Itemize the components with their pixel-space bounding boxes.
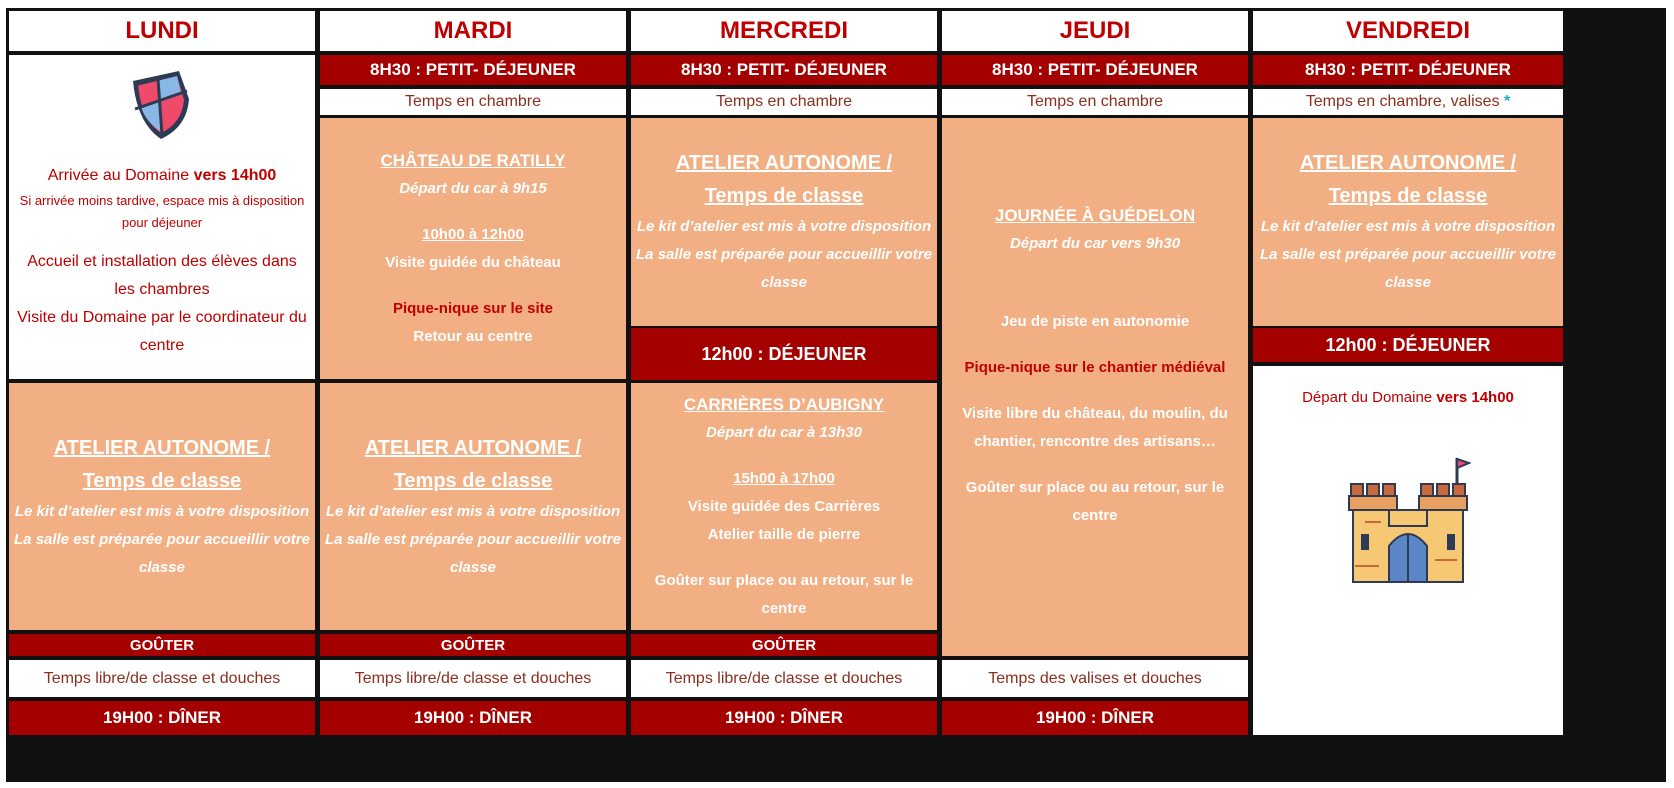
atelier-title: ATELIER AUTONOME / Temps de classe	[53, 436, 271, 492]
tuesday-back: Retour au centre	[413, 327, 533, 345]
friday-lunch: 12h00 : DÉJEUNER	[1253, 328, 1563, 362]
wednesday-snack: Goûter sur place ou au retour, sur le centre	[654, 571, 914, 617]
wednesday-atelier-cell	[631, 118, 937, 326]
atelier-line1: Le kit d’atelier est mis à votre disposition	[325, 502, 621, 520]
wednesday-breakfast: 8H30 : PETIT- DÉJEUNER	[631, 55, 937, 85]
monday-arrival-time: vers 14h00	[193, 166, 277, 184]
weekly-schedule-table	[6, 8, 1666, 782]
wednesday-evening: Temps libre/de classe et douches	[631, 660, 937, 697]
atelier-line2: La salle est préparée pour accueillir votre classe	[14, 530, 310, 576]
thursday-room: Temps en chambre	[942, 89, 1248, 115]
friday-departure-cell	[1253, 366, 1563, 735]
tuesday-picnic: Pique-nique sur le site	[392, 299, 554, 317]
monday-visit: Visite du Domaine par le coordinateur du centre	[17, 308, 307, 354]
atelier-title: ATELIER AUTONOME / Temps de classe	[364, 436, 582, 492]
atelier-line2: La salle est préparée pour accueillir votre classe	[636, 246, 932, 291]
friday-breakfast: 8H30 : PETIT- DÉJEUNER	[1253, 55, 1563, 85]
friday-departure-time: vers 14h00	[1436, 389, 1514, 406]
monday-dinner: 19H00 : DÎNER	[9, 701, 315, 735]
thursday-game: Jeu de piste en autonomie	[1000, 313, 1190, 330]
tuesday-gouter: GOÛTER	[320, 634, 626, 656]
atelier-line1: Le kit d’atelier est mis à votre disposition	[14, 502, 310, 520]
atelier-line2: La salle est préparée pour accueillir votre classe	[1260, 246, 1556, 291]
monday-gouter: GOÛTER	[9, 634, 315, 656]
wednesday-title: CARRIÈRES D’AUBIGNY	[683, 394, 885, 414]
tuesday-ratilly-cell	[320, 118, 626, 379]
tuesday-title: CHÂTEAU DE RATILLY	[380, 150, 566, 170]
day-header-jeudi: JEUDI	[942, 11, 1248, 51]
tuesday-evening: Temps libre/de classe et douches	[320, 660, 626, 697]
friday-room-mark: *	[1504, 93, 1511, 110]
monday-early-line2: pour déjeuner	[121, 214, 203, 230]
monday-welcome: Accueil et installation des élèves dans les chambres	[27, 252, 297, 298]
wednesday-gouter: GOÛTER	[631, 634, 937, 656]
day-header-mercredi: MERCREDI	[631, 11, 937, 51]
tuesday-depart: Départ du car à 9h15	[399, 179, 547, 197]
shield-icon	[127, 69, 197, 148]
friday-atelier-cell	[1253, 118, 1563, 326]
tuesday-breakfast: 8H30 : PETIT- DÉJEUNER	[320, 55, 626, 85]
friday-departure: Départ du Domaine	[1302, 389, 1433, 406]
wednesday-aubigny-cell	[631, 383, 937, 630]
wednesday-visit: Visite guidée des Carrières	[687, 497, 881, 515]
atelier-line2: La salle est préparée pour accueillir votre classe	[325, 530, 621, 576]
wednesday-time: 15h00 à 17h00	[733, 469, 835, 487]
atelier-title: ATELIER AUTONOME / Temps de classe	[1299, 152, 1517, 207]
atelier-line1: Le kit d’atelier est mis à votre disposition	[1260, 218, 1556, 235]
thursday-breakfast: 8H30 : PETIT- DÉJEUNER	[942, 55, 1248, 85]
atelier-title: ATELIER AUTONOME / Temps de classe	[675, 152, 893, 207]
castle-icon	[1345, 456, 1471, 591]
thursday-evening: Temps des valises et douches	[942, 660, 1248, 697]
wednesday-workshop: Atelier taille de pierre	[707, 525, 861, 543]
monday-arrival-cell	[9, 55, 315, 379]
monday-early-line1: Si arrivée moins tardive, espace mis à disposition	[19, 192, 305, 208]
monday-arrival: Arrivée au Domaine	[47, 166, 190, 184]
thursday-guedelon-cell	[942, 118, 1248, 656]
thursday-dinner: 19H00 : DÎNER	[942, 701, 1248, 735]
day-header-vendredi: VENDREDI	[1253, 11, 1563, 51]
atelier-line1: Le kit d’atelier est mis à votre disposition	[636, 218, 932, 235]
wednesday-dinner: 19H00 : DÎNER	[631, 701, 937, 735]
wednesday-lunch: 12h00 : DÉJEUNER	[631, 328, 937, 380]
monday-atelier-cell	[9, 383, 315, 630]
thursday-picnic: Pique-nique sur le chantier médiéval	[964, 359, 1226, 376]
tuesday-atelier-cell	[320, 383, 626, 630]
tuesday-visit: Visite guidée du château	[385, 253, 561, 271]
thursday-title: JOURNÉE À GUÉDELON	[994, 206, 1196, 225]
day-header-mardi: MARDI	[320, 11, 626, 51]
tuesday-time: 10h00 à 12h00	[422, 225, 524, 243]
friday-room	[1253, 89, 1563, 115]
day-header-lundi: LUNDI	[9, 11, 315, 51]
friday-room-text: Temps en chambre, valises	[1305, 93, 1500, 110]
thursday-depart: Départ du car vers 9h30	[1009, 235, 1181, 252]
thursday-visit: Visite libre du château, du moulin, du chantier, rencontre des artisans…	[962, 405, 1228, 450]
thursday-snack: Goûter sur place ou au retour, sur le centre	[965, 479, 1225, 524]
wednesday-depart: Départ du car à 13h30	[706, 423, 862, 441]
tuesday-room: Temps en chambre	[320, 89, 626, 115]
wednesday-room: Temps en chambre	[631, 89, 937, 115]
tuesday-dinner: 19H00 : DÎNER	[320, 701, 626, 735]
monday-evening: Temps libre/de classe et douches	[9, 660, 315, 697]
